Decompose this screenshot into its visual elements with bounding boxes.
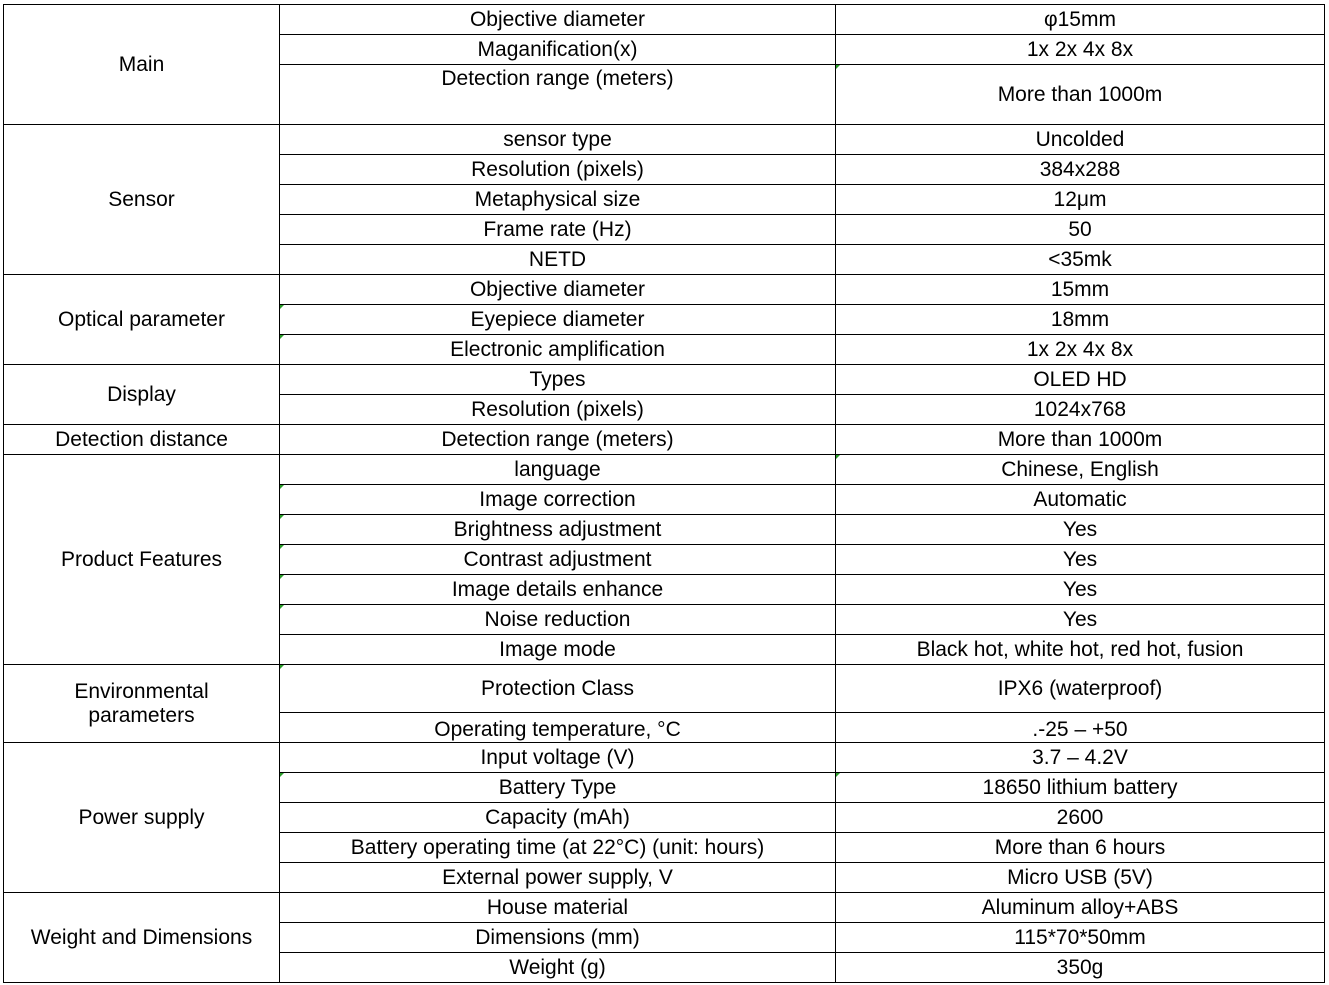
table-row xyxy=(4,275,1325,305)
parameter-cell: Detection range (meters) xyxy=(280,65,836,125)
value-cell: 350g xyxy=(836,953,1325,983)
parameter-cell: Types xyxy=(280,365,836,395)
value-cell: 1024x768 xyxy=(836,395,1325,425)
parameter-cell: Objective diameter xyxy=(280,275,836,305)
value-cell: Aluminum alloy+ABS xyxy=(836,893,1325,923)
parameter-cell: Detection range (meters) xyxy=(280,425,836,455)
category-cell: Main xyxy=(4,5,280,125)
parameter-cell: Contrast adjustment xyxy=(280,545,836,575)
value-cell: More than 6 hours xyxy=(836,833,1325,863)
parameter-cell: Metaphysical size xyxy=(280,185,836,215)
value-cell: Yes xyxy=(836,545,1325,575)
parameter-cell: NETD xyxy=(280,245,836,275)
category-cell: Detection distance xyxy=(4,425,280,455)
parameter-cell: Battery operating time (at 22°C) (unit: hours) xyxy=(280,833,836,863)
parameter-cell: External power supply, V xyxy=(280,863,836,893)
value-cell: Yes xyxy=(836,575,1325,605)
category-cell: Sensor xyxy=(4,125,280,275)
parameter-cell: Capacity (mAh) xyxy=(280,803,836,833)
table-row xyxy=(4,365,1325,395)
category-cell: Power supply xyxy=(4,743,280,893)
value-cell: Yes xyxy=(836,605,1325,635)
parameter-cell: Brightness adjustment xyxy=(280,515,836,545)
category-cell: Weight and Dimensions xyxy=(4,893,280,983)
table-row xyxy=(4,425,1325,455)
parameter-cell: Noise reduction xyxy=(280,605,836,635)
table-row xyxy=(4,125,1325,155)
value-cell: Chinese, English xyxy=(836,455,1325,485)
parameter-cell: Resolution (pixels) xyxy=(280,155,836,185)
parameter-cell: language xyxy=(280,455,836,485)
category-cell: Environmental parameters xyxy=(4,665,280,743)
parameter-cell: Resolution (pixels) xyxy=(280,395,836,425)
category-cell: Product Features xyxy=(4,455,280,665)
parameter-cell: Image details enhance xyxy=(280,575,836,605)
value-cell: Black hot, white hot, red hot, fusion xyxy=(836,635,1325,665)
parameter-cell: Frame rate (Hz) xyxy=(280,215,836,245)
value-cell: <35mk xyxy=(836,245,1325,275)
table-row xyxy=(4,743,1325,773)
table-row xyxy=(4,893,1325,923)
parameter-cell: House material xyxy=(280,893,836,923)
parameter-cell: Operating temperature, °C xyxy=(280,713,836,743)
value-cell: Automatic xyxy=(836,485,1325,515)
parameter-cell: Input voltage (V) xyxy=(280,743,836,773)
parameter-cell: Electronic amplification xyxy=(280,335,836,365)
value-cell: 2600 xyxy=(836,803,1325,833)
category-cell: Display xyxy=(4,365,280,425)
spec-table xyxy=(3,4,1325,983)
value-cell: 15mm xyxy=(836,275,1325,305)
category-cell: Optical parameter xyxy=(4,275,280,365)
parameter-cell: Eyepiece diameter xyxy=(280,305,836,335)
value-cell: Yes xyxy=(836,515,1325,545)
table-row xyxy=(4,455,1325,485)
value-cell: 12μm xyxy=(836,185,1325,215)
value-cell: 1x 2x 4x 8x xyxy=(836,335,1325,365)
parameter-cell: Image mode xyxy=(280,635,836,665)
value-cell: 18mm xyxy=(836,305,1325,335)
value-cell: 18650 lithium battery xyxy=(836,773,1325,803)
parameter-cell: sensor type xyxy=(280,125,836,155)
parameter-cell: Weight (g) xyxy=(280,953,836,983)
value-cell: OLED HD xyxy=(836,365,1325,395)
value-cell: 384x288 xyxy=(836,155,1325,185)
value-cell: 115*70*50mm xyxy=(836,923,1325,953)
parameter-cell: Battery Type xyxy=(280,773,836,803)
value-cell: Micro USB (5V) xyxy=(836,863,1325,893)
value-cell: More than 1000m xyxy=(836,425,1325,455)
parameter-cell: Protection Class xyxy=(280,665,836,713)
table-row xyxy=(4,5,1325,35)
parameter-cell: Image correction xyxy=(280,485,836,515)
parameter-cell: Objective diameter xyxy=(280,5,836,35)
value-cell: 1x 2x 4x 8x xyxy=(836,35,1325,65)
parameter-cell: Maganification(x) xyxy=(280,35,836,65)
value-cell: IPX6 (waterproof) xyxy=(836,665,1325,713)
value-cell: 3.7 – 4.2V xyxy=(836,743,1325,773)
table-row xyxy=(4,665,1325,713)
spec-table-body xyxy=(4,5,1325,983)
parameter-cell: Dimensions (mm) xyxy=(280,923,836,953)
value-cell: 50 xyxy=(836,215,1325,245)
value-cell: Uncolded xyxy=(836,125,1325,155)
value-cell: More than 1000m xyxy=(836,65,1325,125)
value-cell: .-25 – +50 xyxy=(836,713,1325,743)
value-cell: φ15mm xyxy=(836,5,1325,35)
